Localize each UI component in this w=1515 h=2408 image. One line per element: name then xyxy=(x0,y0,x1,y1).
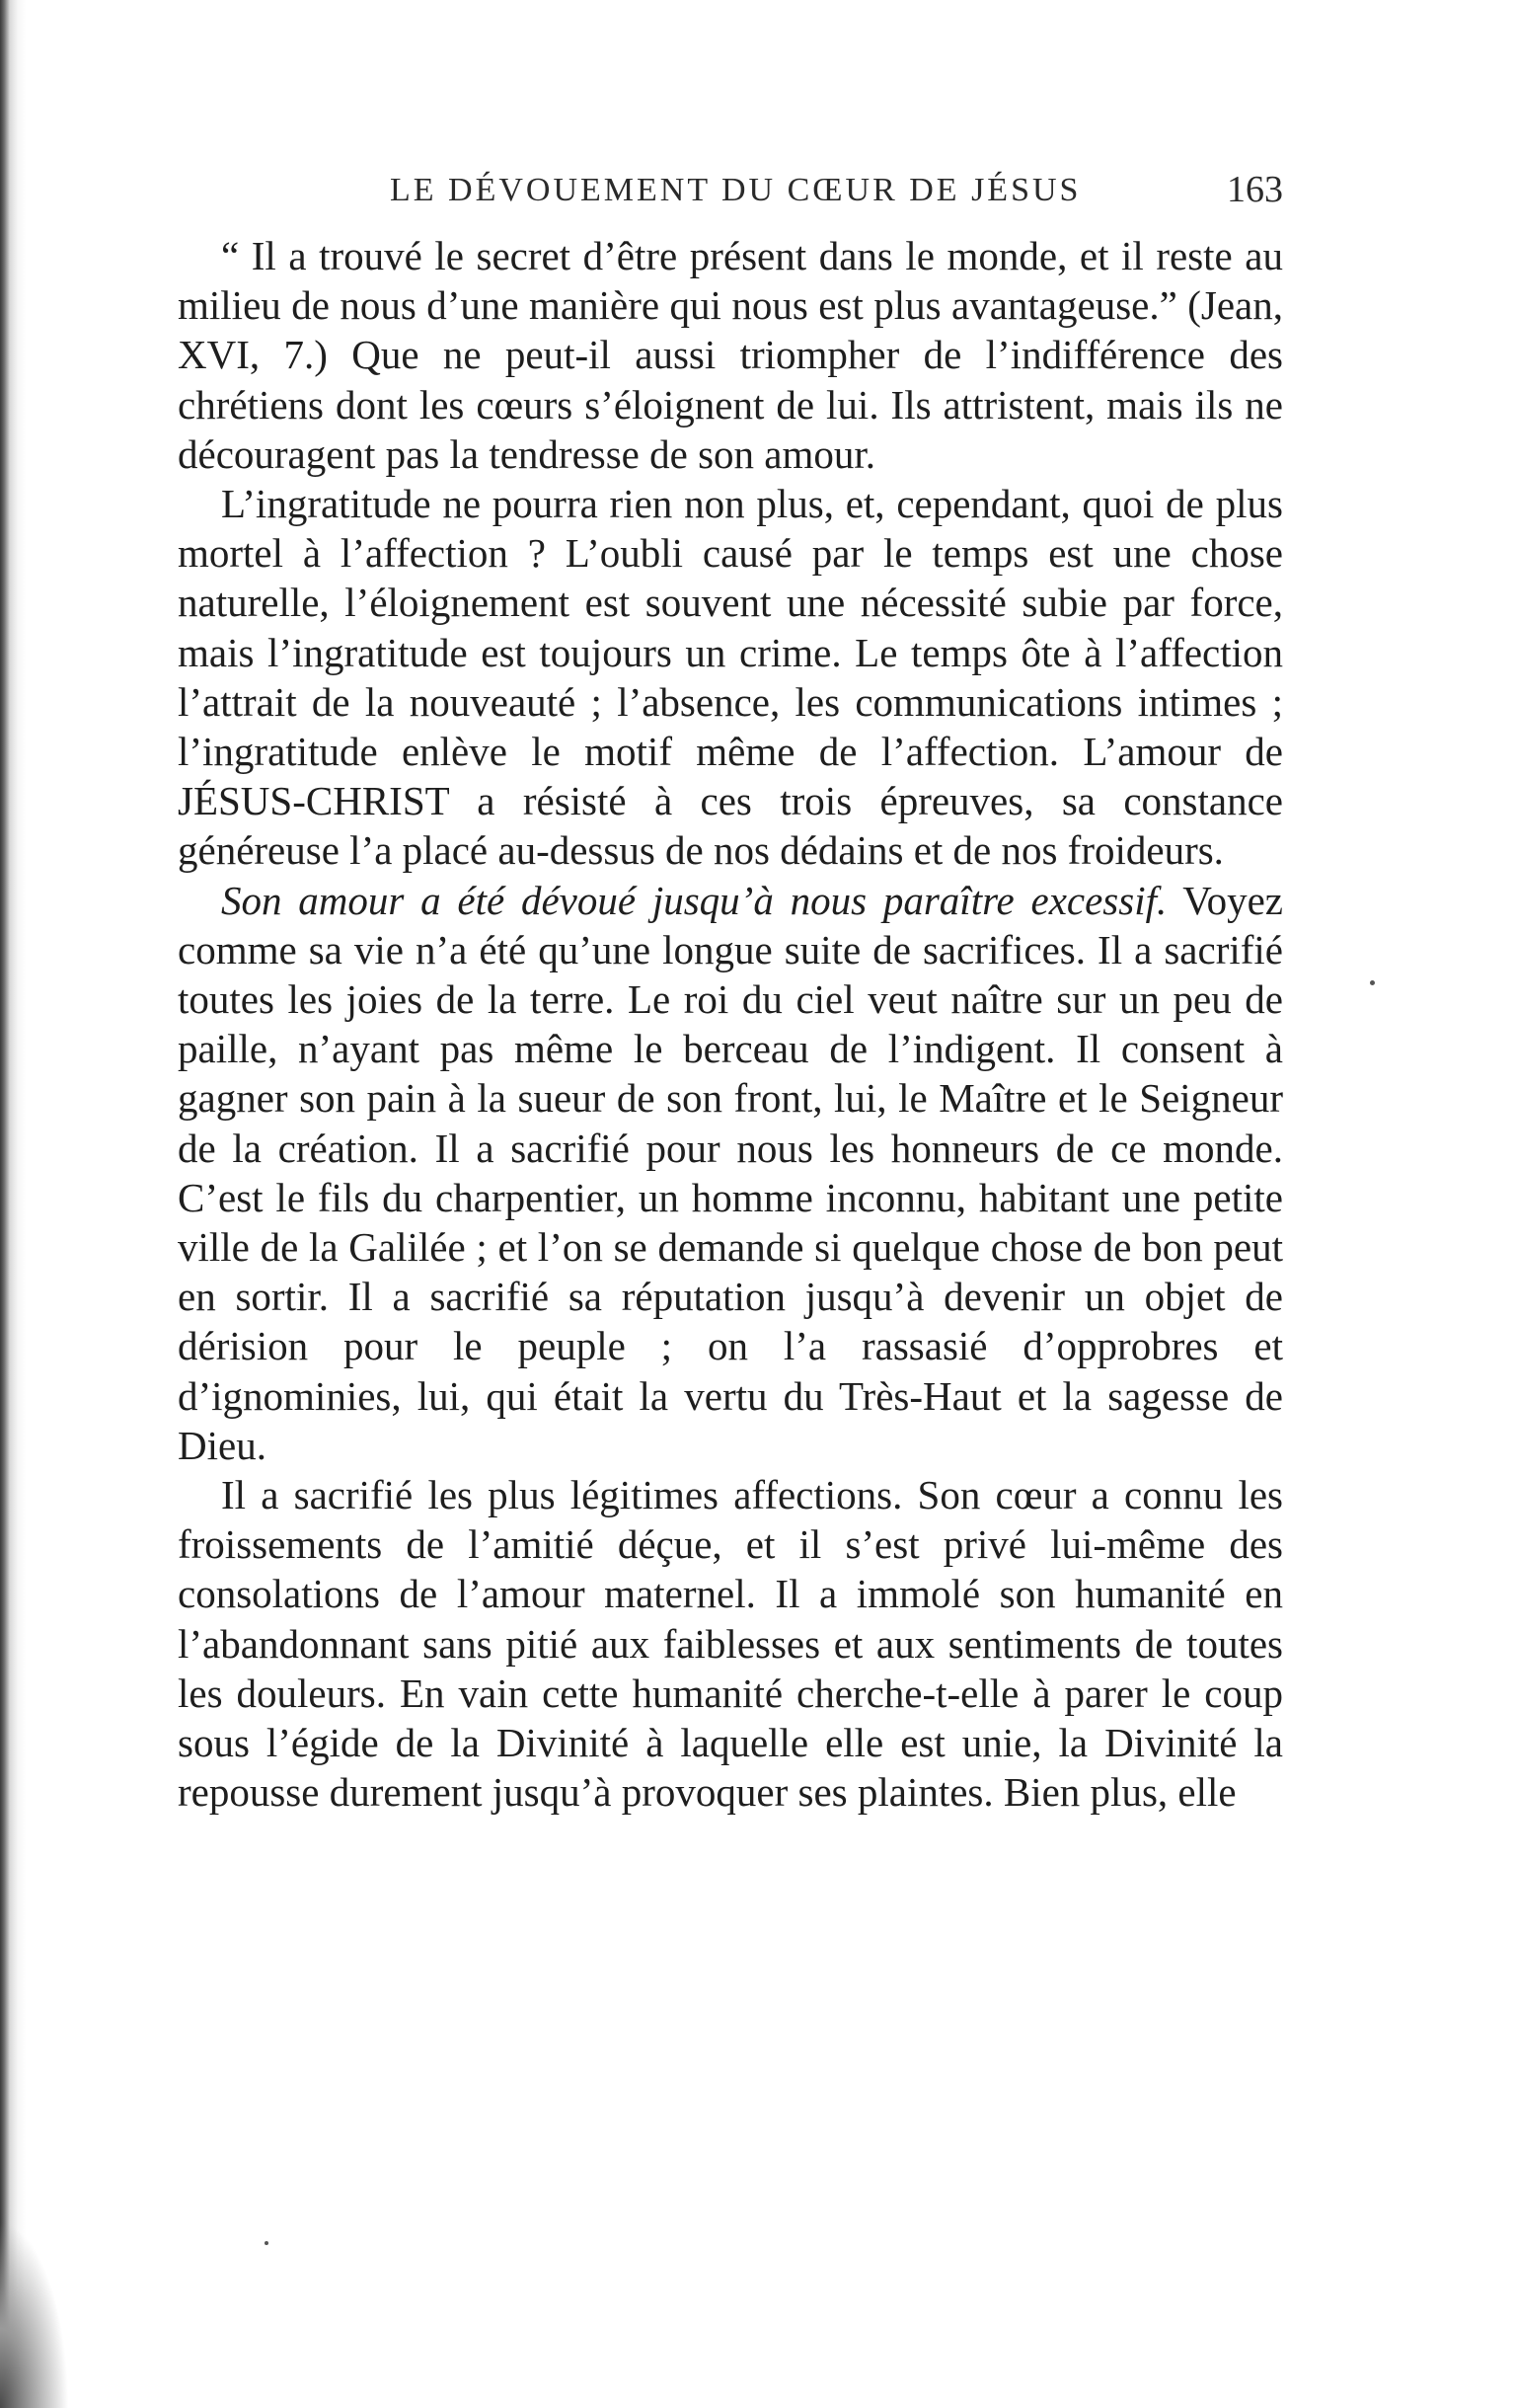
paragraph-1 xyxy=(178,231,1283,479)
page-number: 163 xyxy=(1227,169,1283,210)
book-spine-shadow xyxy=(0,0,26,2408)
paragraph-1-text: “ Il a trouvé le secret d’être présent dans le monde, et il reste au milieu de nous d’une manière qui nous est plus avantageuse.” (Jean, XVI, 7.) Que ne peut-il aussi triompher de l’indifférence des chrétiens dont les cœurs s’éloignent de lui. Ils attristent, mais ils ne découragent pas la tendresse de son amour. xyxy=(178,233,1283,477)
page-edge-shadow xyxy=(0,2221,69,2408)
paragraph-2-text: L’ingratitude ne pourra rien non plus, et, cependant, quoi de plus mortel à l’affection ? L’oubli causé par le temps est une chose naturelle, l’éloignement est souvent une nécessité subie par force, mais l’ingratitude est toujours un crime. Le temps ôte à l’affection l’attrait de la nouveauté ; l’absence, les communications intimes ; l’ingratitude enlève le motif même de l’affection. L’amour de JÉSUS-CHRIST a résisté à ces trois épreuves, sa constance généreuse l’a placé au-dessus de nos dédains et de nos froideurs. xyxy=(178,481,1283,874)
body-text xyxy=(178,231,1283,1818)
running-title: LE DÉVOUEMENT DU CŒUR DE JÉSUS xyxy=(390,172,1082,208)
paragraph-3-text: Voyez comme sa vie n’a été qu’une longue suite de sacrifices. Il a sacrifié toutes les joies de la terre. Le roi du ciel veut naître sur un peu de paille, n’ayant pas même le berceau de l’indigent. Il consent à gagner son pain à la sueur de son front, lui, le Maître et le Seigneur de la création. Il a sacrifié pour nous les honneurs de ce monde. C’est le fils du charpentier, un homme inconnu, habitant une petite ville de la Galilée ; et l’on se demande si quelque chose de bon peut en sortir. Il a sacrifié sa réputation jusqu’à devenir un objet de dérision pour le peuple ; on l’a rassasié d’opprobres et d’ignominies, lui, qui était la vertu du Très-Haut et la sagesse de Dieu. xyxy=(178,877,1283,1468)
paragraph-4 xyxy=(178,1470,1283,1817)
ink-speck xyxy=(265,2241,268,2245)
paragraph-3 xyxy=(178,876,1283,1470)
ink-speck xyxy=(1370,980,1375,985)
running-header xyxy=(178,158,1283,217)
paragraph-4-text: Il a sacrifié les plus légitimes affections. Son cœur a connu les froissements de l’amitié déçue, et il s’est privé lui-même des consolations de l’amour maternel. Il a immolé son humanité en l’abandonnant sans pitié aux faiblesses et aux sentiments de toutes les douleurs. En vain cette humanité cherche-t-elle à parer le coup sous l’égide de la Divinité à laquelle elle est unie, la Divinité la repousse durement jusqu’à provoquer ses plaintes. Bien plus, elle xyxy=(178,1472,1283,1816)
book-page xyxy=(178,158,1283,1818)
paragraph-2 xyxy=(178,479,1283,876)
paragraph-3-italic-lead: Son amour a été dévoué jusqu’à nous paraître excessif. xyxy=(221,877,1168,923)
